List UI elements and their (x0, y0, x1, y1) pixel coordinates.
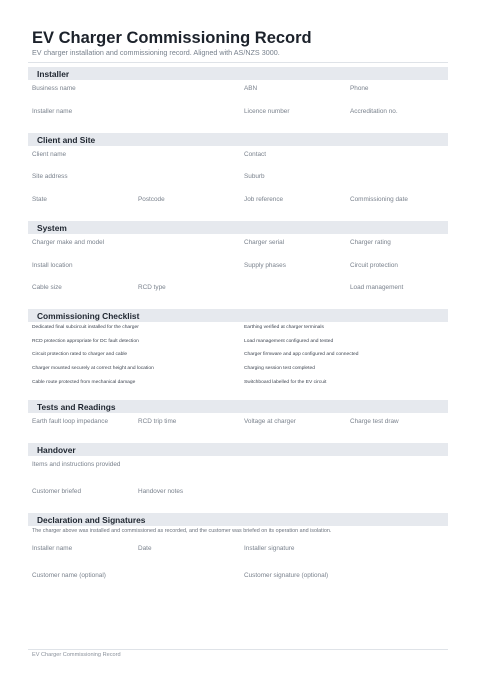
field-licence-number: Licence number (244, 108, 290, 115)
section-heading: Handover (37, 444, 76, 455)
field-items-instructions: Items and instructions provided (32, 461, 121, 468)
field-site-address: Site address (32, 173, 68, 180)
field-installer-name: Installer name (32, 108, 73, 115)
checklist-item: Charging session test completed (244, 366, 315, 371)
field-state: State (32, 196, 47, 203)
checklist-item: RCD protection appropriate for DC fault detection (32, 339, 139, 344)
field-charge-test-draw: Charge test draw (350, 418, 399, 425)
section-heading: Installer (37, 68, 70, 79)
section-handover (28, 443, 448, 456)
section-heading: Tests and Readings (37, 401, 116, 412)
section-declaration (28, 513, 448, 526)
field-rcd-trip-time: RCD trip time (138, 418, 177, 425)
field-business-name: Business name (32, 85, 76, 92)
field-installer-signature: Installer signature (244, 545, 295, 552)
field-supply-phases: Supply phases (244, 262, 286, 269)
checklist-item: Cable route protected from mechanical damage (32, 380, 136, 385)
section-system (28, 221, 448, 234)
field-contact: Contact (244, 151, 267, 158)
page-footer: EV Charger Commissioning Record (32, 652, 121, 658)
field-charger-rating: Charger rating (350, 239, 391, 246)
section-heading: System (37, 222, 67, 233)
page-title: EV Charger Commissioning Record (32, 29, 312, 47)
section-tests (28, 400, 448, 413)
checklist-item: Charger mounted securely at correct height and location (32, 366, 154, 371)
field-customer-briefed: Customer briefed (32, 488, 82, 495)
field-commissioning-date: Commissioning date (350, 196, 408, 203)
section-installer (28, 67, 448, 80)
footer-divider (28, 649, 448, 650)
field-voltage-at-charger: Voltage at charger (244, 418, 296, 425)
declaration-statement: The charger above was installed and commissioned as recorded, and the customer was briefed on its operation and isolation. (32, 528, 332, 534)
field-circuit-protection: Circuit protection (350, 262, 398, 269)
checklist-item: Charger firmware and app configured and connected (244, 352, 359, 357)
field-charger-make-model: Charger make and model (32, 239, 105, 246)
page-subtitle: EV charger installation and commissioning record. Aligned with AS/NZS 3000. (32, 48, 280, 57)
section-checklist (28, 309, 448, 322)
section-client-site (28, 133, 448, 146)
field-suburb: Suburb (244, 173, 265, 180)
field-load-management: Load management (350, 284, 404, 291)
field-handover-notes: Handover notes (138, 488, 184, 495)
section-heading: Client and Site (37, 134, 96, 145)
checklist-item: Switchboard labelled for the EV circuit (244, 380, 327, 385)
section-heading: Commissioning Checklist (37, 310, 140, 321)
checklist-item: Load management configured and tested (244, 339, 334, 344)
field-accreditation-no: Accreditation no. (350, 108, 398, 115)
section-heading: Declaration and Signatures (37, 514, 146, 525)
checklist-item: Earthing verified at charger terminals (244, 325, 324, 330)
field-customer-name: Customer name (optional) (32, 572, 106, 579)
field-client-name: Client name (32, 151, 67, 158)
field-install-location: Install location (32, 262, 73, 269)
field-customer-signature: Customer signature (optional) (244, 572, 329, 579)
checklist-item: Circuit protection rated to charger and cable (32, 352, 128, 357)
field-job-reference: Job reference (244, 196, 284, 203)
header-divider (28, 62, 448, 63)
field-abn: ABN (244, 85, 258, 92)
field-cable-size: Cable size (32, 284, 62, 291)
field-earth-fault-loop: Earth fault loop impedance (32, 418, 109, 425)
field-charger-serial: Charger serial (244, 239, 285, 246)
field-date: Date (138, 545, 152, 552)
checklist-item: Dedicated final subcircuit installed for the charger (32, 325, 139, 330)
field-installer-name-signoff: Installer name (32, 545, 73, 552)
field-postcode: Postcode (138, 196, 165, 203)
field-rcd-type: RCD type (138, 284, 166, 291)
field-phone: Phone (350, 85, 369, 92)
